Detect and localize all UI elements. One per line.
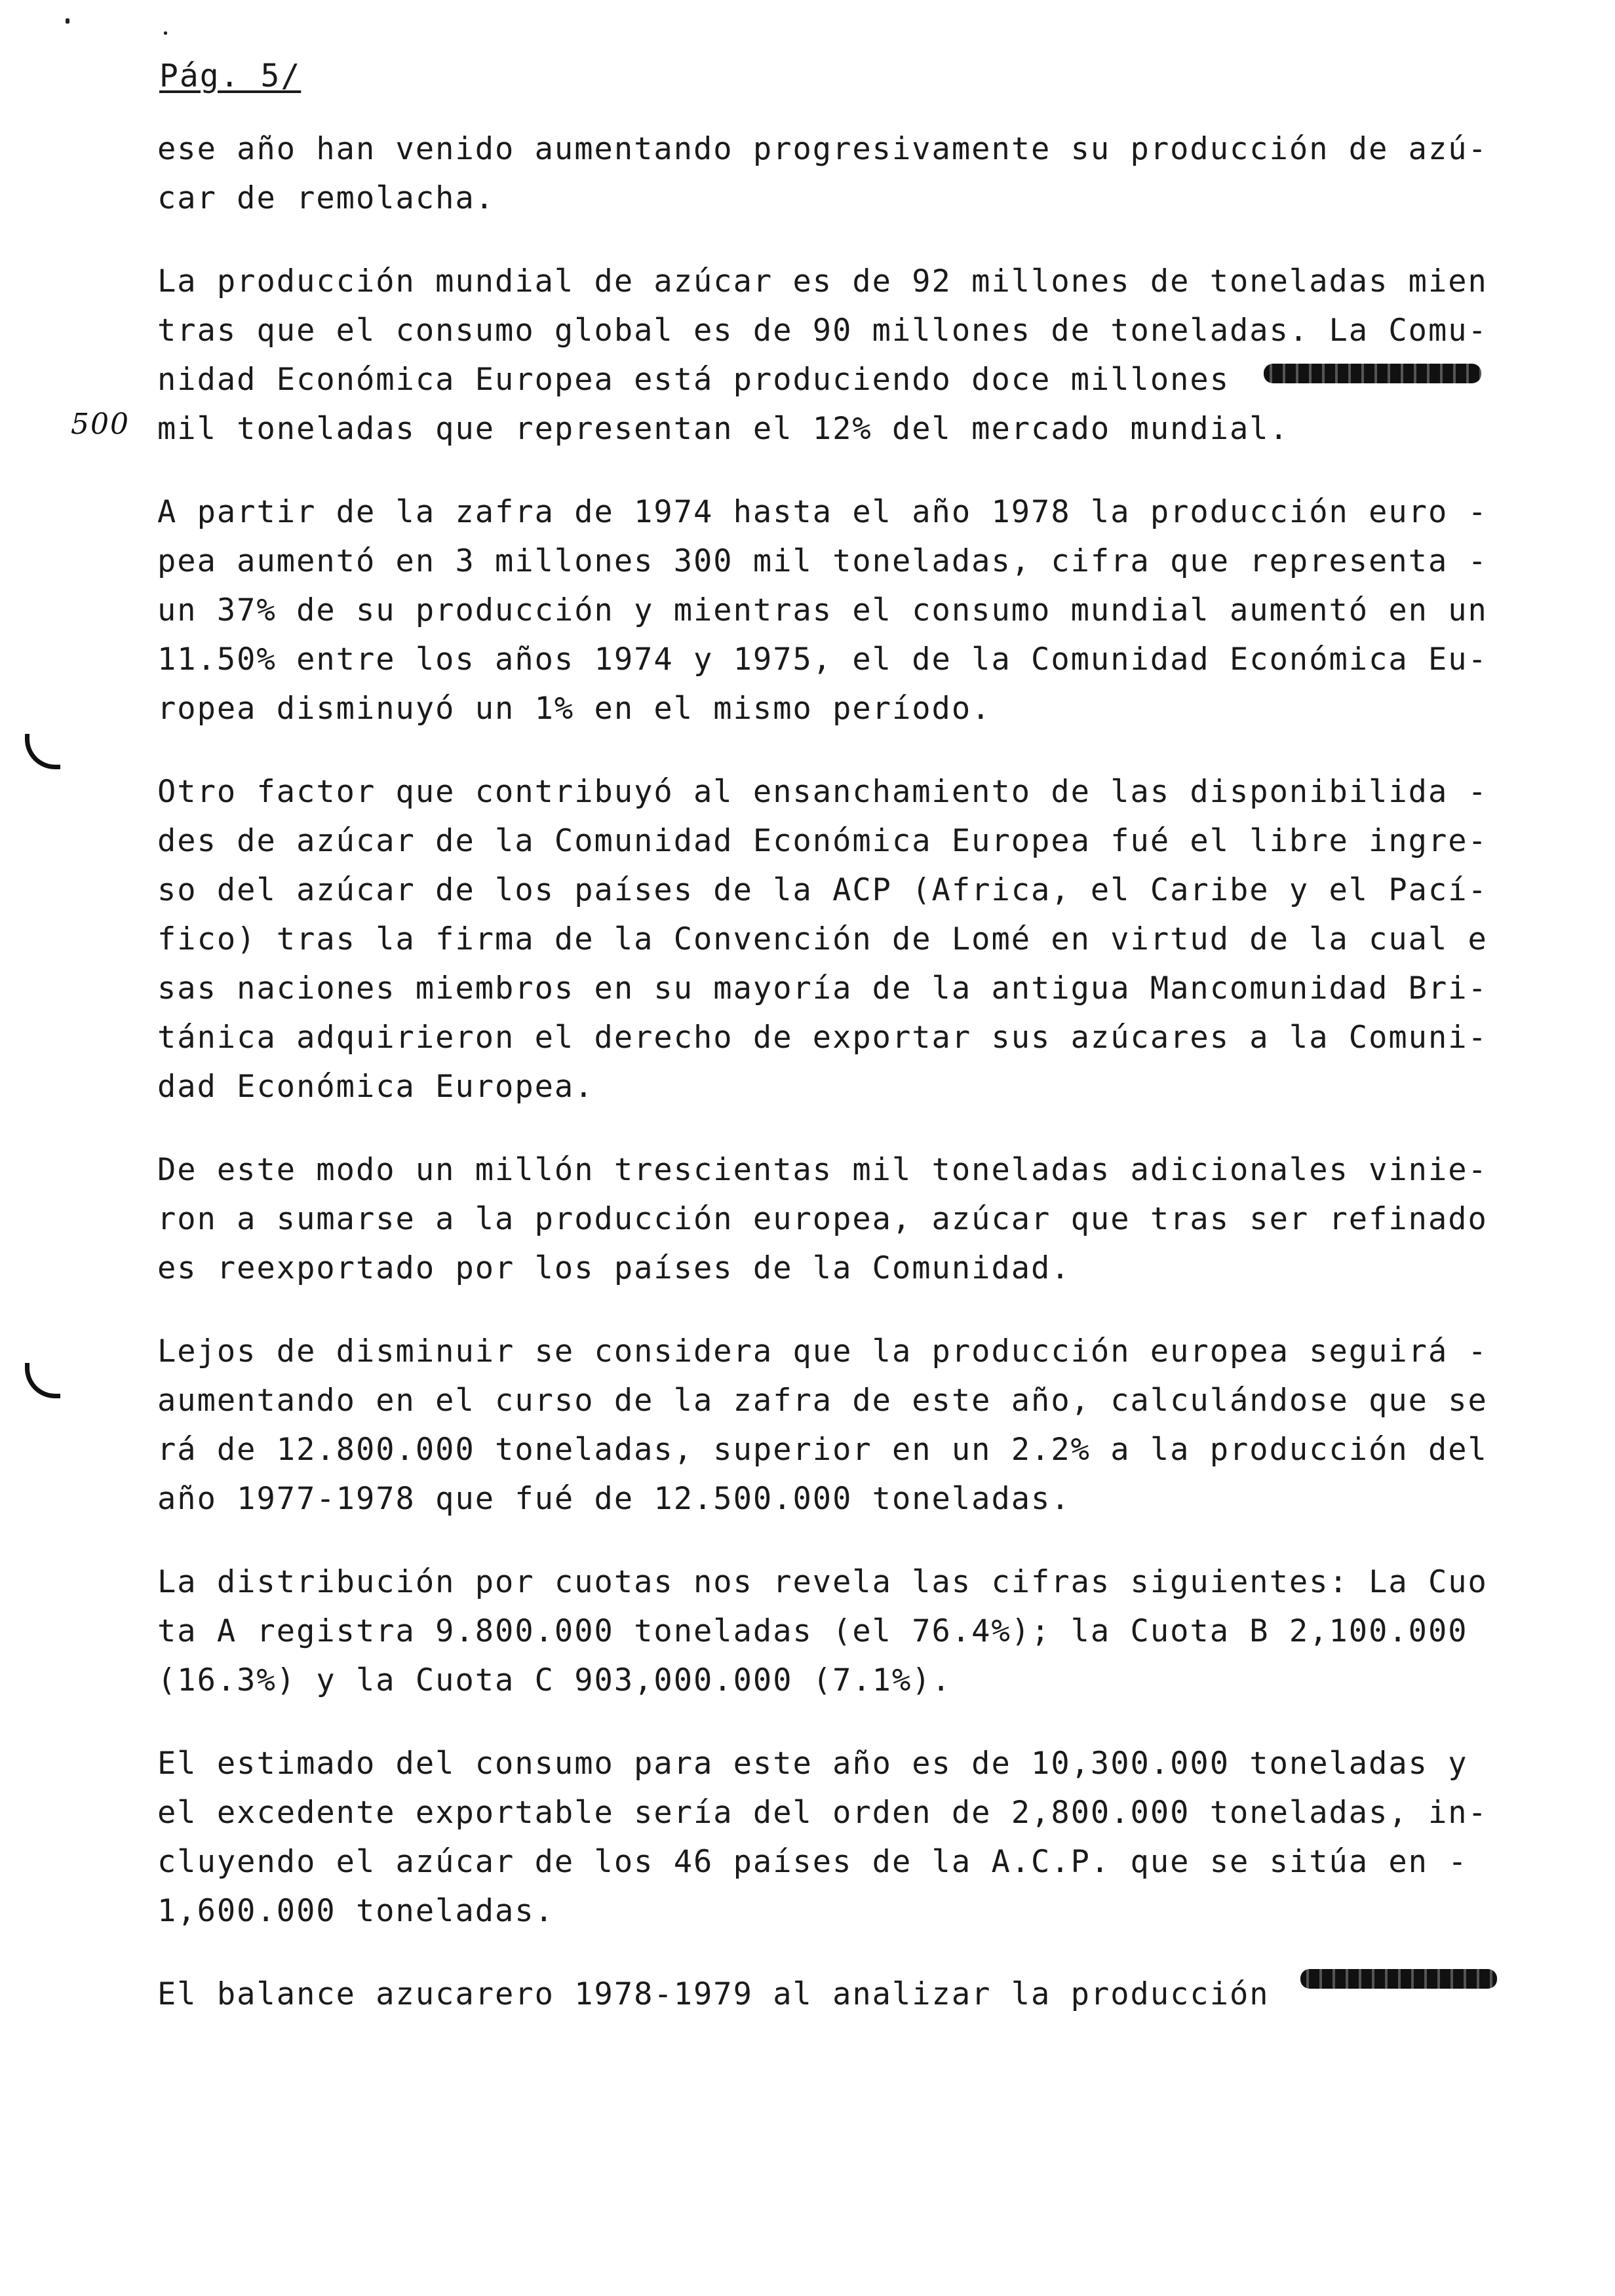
text-line: un 37% de su producción y mientras el consumo mundial aumentó en un [157, 592, 1488, 628]
text-line: mil toneladas que representan el 12% del mercado mundial. [157, 411, 1289, 447]
text-line: tánica adquirieron el derecho de exportar sus azúcares a la Comuni- [157, 1020, 1488, 1056]
paragraph [157, 1739, 1501, 1936]
text-line: Otro factor que contribuyó al ensanchamiento de las disponibilida - [157, 774, 1488, 810]
handwritten-bracket-mark [25, 734, 60, 769]
text-line: aumentando en el curso de la zafra de este año, calculándose que se [157, 1383, 1488, 1419]
text-line: (16.3%) y la Cuota C 903,000.000 (7.1%). [157, 1662, 952, 1698]
text-line: fico) tras la firma de la Convención de Lomé en virtud de la cual e [157, 921, 1488, 957]
text-line: ropea disminuyó un 1% en el mismo período. [157, 691, 992, 727]
text-line: ron a sumarse a la producción europea, azúcar que tras ser refinado [157, 1201, 1488, 1237]
text-line: ta A registra 9.800.000 toneladas (el 76.4%); la Cuota B 2,100.000 [157, 1613, 1468, 1649]
paragraph [157, 767, 1501, 1111]
ink-speck [66, 18, 69, 24]
text-line: sas naciones miembros en su mayoría de la antigua Mancomunidad Bri- [157, 970, 1488, 1006]
text-line: car de remolacha. [157, 180, 496, 216]
text-line: so del azúcar de los países de la ACP (Africa, el Caribe y el Pací- [157, 872, 1488, 908]
text-line: el excedente exportable sería del orden de 2,800.000 toneladas, in- [157, 1795, 1488, 1831]
text-line: El balance azucarero 1978-1979 al analizar la producción [157, 1976, 1270, 2012]
paragraph [157, 1145, 1501, 1293]
text-line: año 1977-1978 que fué de 12.500.000 toneladas. [157, 1481, 1071, 1517]
text-line: pea aumentó en 3 millones 300 mil toneladas, cifra que representa - [157, 543, 1488, 579]
paragraph [157, 1558, 1501, 1705]
paragraph [157, 1327, 1501, 1523]
text-line: La distribución por cuotas nos revela las cifras siguientes: La Cuo [157, 1564, 1488, 1600]
text-line: Lejos de disminuir se considera que la producción europea seguirá - [157, 1333, 1488, 1369]
page-number: Pág. 5/ [159, 58, 302, 94]
text-line: De este modo un millón trescientas mil toneladas adicionales vinie- [157, 1152, 1488, 1188]
text-line: 1,600.000 toneladas. [157, 1893, 555, 1929]
paragraph [157, 257, 1501, 453]
handwritten-bracket-mark [25, 1363, 60, 1398]
text-line: La producción mundial de azúcar es de 92 millones de toneladas mien [157, 263, 1488, 299]
paragraph [157, 1970, 1501, 2019]
body-text [157, 124, 1501, 2053]
text-line: des de azúcar de la Comunidad Económica Europea fué el libre ingre- [157, 823, 1488, 859]
text-line: nidad Económica Europea está produciendo doce millones [157, 362, 1230, 398]
paragraph [157, 124, 1501, 223]
text-line: es reexportado por los países de la Comunidad. [157, 1250, 1071, 1286]
text-line: tras que el consumo global es de 90 millones de toneladas. La Comu- [157, 313, 1488, 349]
text-line: dad Económica Europea. [157, 1069, 594, 1105]
text-line: El estimado del consumo para este año es de 10,300.000 toneladas y [157, 1746, 1468, 1782]
text-line: cluyendo el azúcar de los 46 países de la A.C.P. que se sitúa en - [157, 1844, 1468, 1880]
text-line: A partir de la zafra de 1974 hasta el año 1978 la producción euro - [157, 494, 1488, 530]
text-line: 11.50% entre los años 1974 y 1975, el de la Comunidad Económica Eu- [157, 641, 1488, 678]
handwritten-margin-note: 500 [71, 408, 130, 441]
paragraph [157, 488, 1501, 733]
text-line: rá de 12.800.000 toneladas, superior en un 2.2% a la producción del [157, 1432, 1488, 1468]
text-line: ese año han venido aumentando progresivamente su producción de azú- [157, 131, 1488, 167]
ink-speck [164, 31, 167, 35]
